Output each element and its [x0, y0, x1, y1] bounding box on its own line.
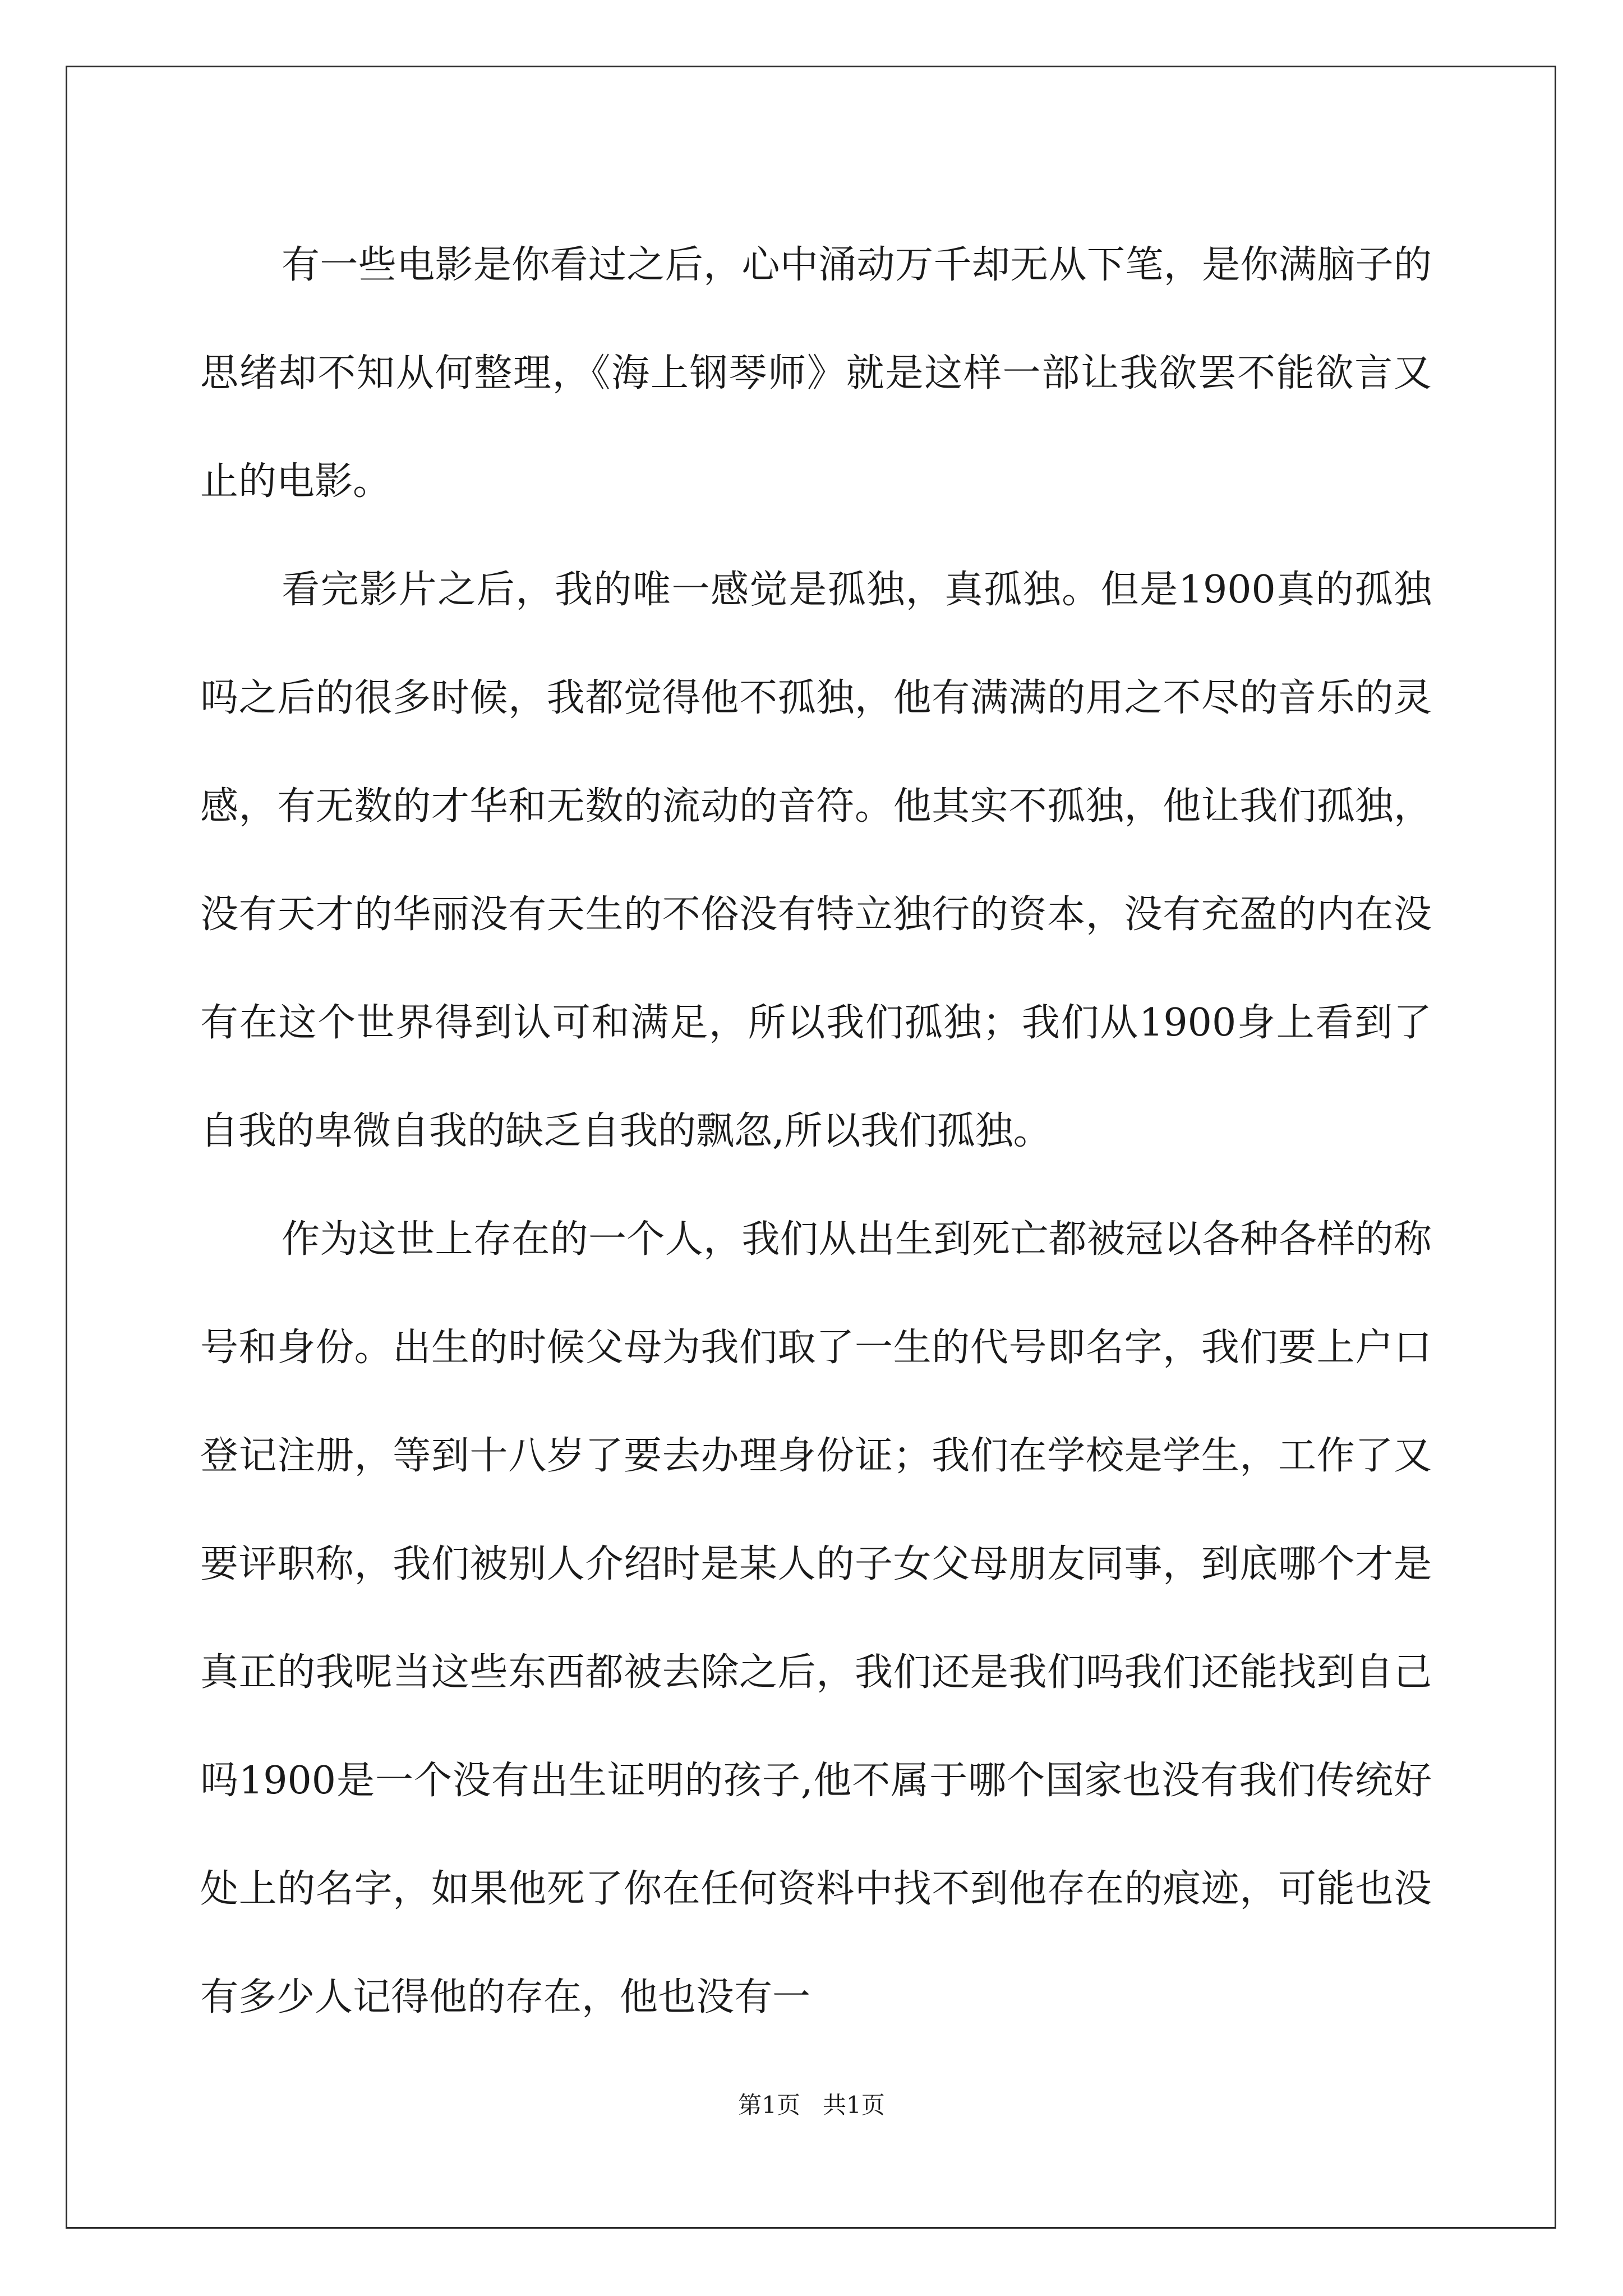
document-body: [200, 211, 1432, 2051]
paragraph: 作为这世上存在的一个人，我们从出生到死亡都被冠以各种各样的称号和身份。出生的时候父母为我们取了一生的代号即名字，我们要上户口登记注册，等到十八岁了要去办理身份证；我们在学校是学生，工作了又要评职称，我们被别人介绍时是某人的子女父母朋友同事，到底哪个才是真正的我呢当这些东西都被去除之后，我们还是我们吗我们还能找到自己吗1900是一个没有出生证明的孩子,他不属于哪个国家也没有我们传统好处上的名字，如果他死了你在任何资料中找不到他存在的痕迹，可能也没有多少人记得他的存在，他也没有一: [200, 1217, 1432, 2019]
paragraph: 有一些电影是你看过之后，心中涌动万千却无从下笔，是你满脑子的思绪却不知从何整理，《海上钢琴师》就是这样一部让我欲罢不能欲言又止的电影。: [200, 243, 1432, 504]
paragraph: 看完影片之后，我的唯一感觉是孤独，真孤独。但是1900真的孤独吗之后的很多时候，我都觉得他不孤独，他有满满的用之不尽的音乐的灵感，有无数的才华和无数的流动的音符。他其实不孤独，他让我们孤独，没有天才的华丽没有天生的不俗没有特立独行的资本，没有充盈的内在没有在这个世界得到认可和满足，所以我们孤独；我们从1900身上看到了自我的卑微自我的缺乏自我的飘忽,所以我们孤独。: [200, 568, 1432, 1153]
page-number-footer: 第1页 共1页: [738, 2091, 885, 2119]
